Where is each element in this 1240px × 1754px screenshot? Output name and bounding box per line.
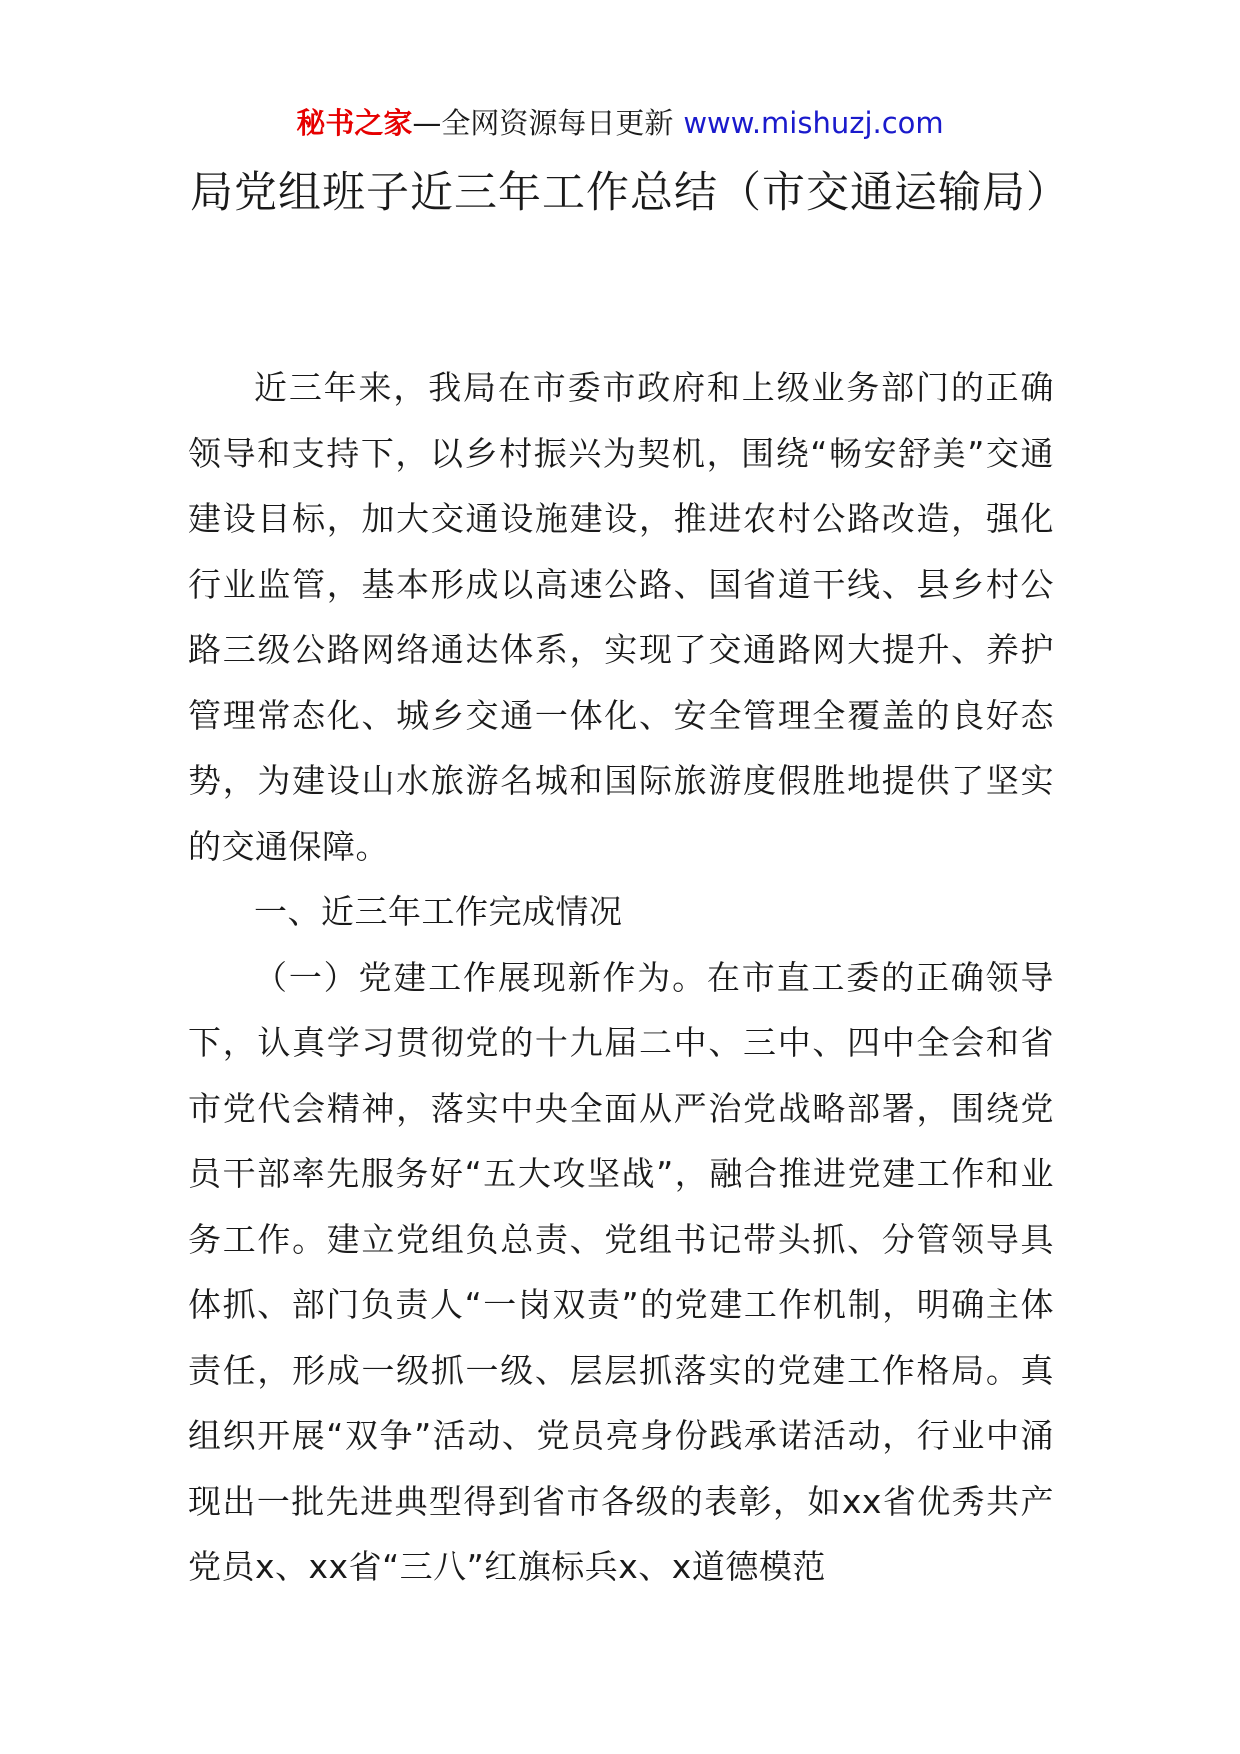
intro-paragraph: 近三年来，我局在市委市政府和上级业务部门的正确领导和支持下，以乡村振兴为契机，围绕“畅安舒美”交通建设目标，加大交通设施建设，推进农村公路改造，强化行业监管，基本形成以高速公路、国省道干线、县乡村公路三级公路网络通达体系，实现了交通路网大提升、养护管理常态化、城乡交通一体化、安全管理全覆盖的良好态势，为建设山水旅游名城和国际旅游度假胜地提供了坚实的交通保障。 bbox=[188, 368, 1054, 866]
header-tagline: —全网资源每日更新 bbox=[412, 106, 674, 140]
site-url-link[interactable]: www.mishuzj.com bbox=[683, 106, 944, 140]
site-header bbox=[0, 103, 1240, 143]
document-body bbox=[188, 355, 1054, 1600]
brand-name: 秘书之家 bbox=[296, 106, 413, 140]
document-title: 局党组班子近三年工作总结（市交通运输局） bbox=[190, 168, 1070, 218]
party-building-paragraph: （一）党建工作展现新作为。在市直工委的正确领导下，认真学习贯彻党的十九届二中、三中、四中全会和省市党代会精神，落实中央全面从严治党战略部署，围绕党员干部率先服务好“五大攻坚战”，融合推进党建工作和业务工作。建立党组负总责、党组书记带头抓、分管领导具体抓、部门负责人“一岗双责”的党建工作机制，明确主体责任，形成一级抓一级、层层抓落实的党建工作格局。真组织开展“双争”活动、党员亮身份践承诺活动，行业中涌现出一批先进典型得到省市各级的表彰，如xx省优秀共产党员x、xx省“三八”红旗标兵x、x道德模范 bbox=[188, 957, 1054, 1586]
section-heading: 一、近三年工作完成情况 bbox=[254, 892, 623, 931]
